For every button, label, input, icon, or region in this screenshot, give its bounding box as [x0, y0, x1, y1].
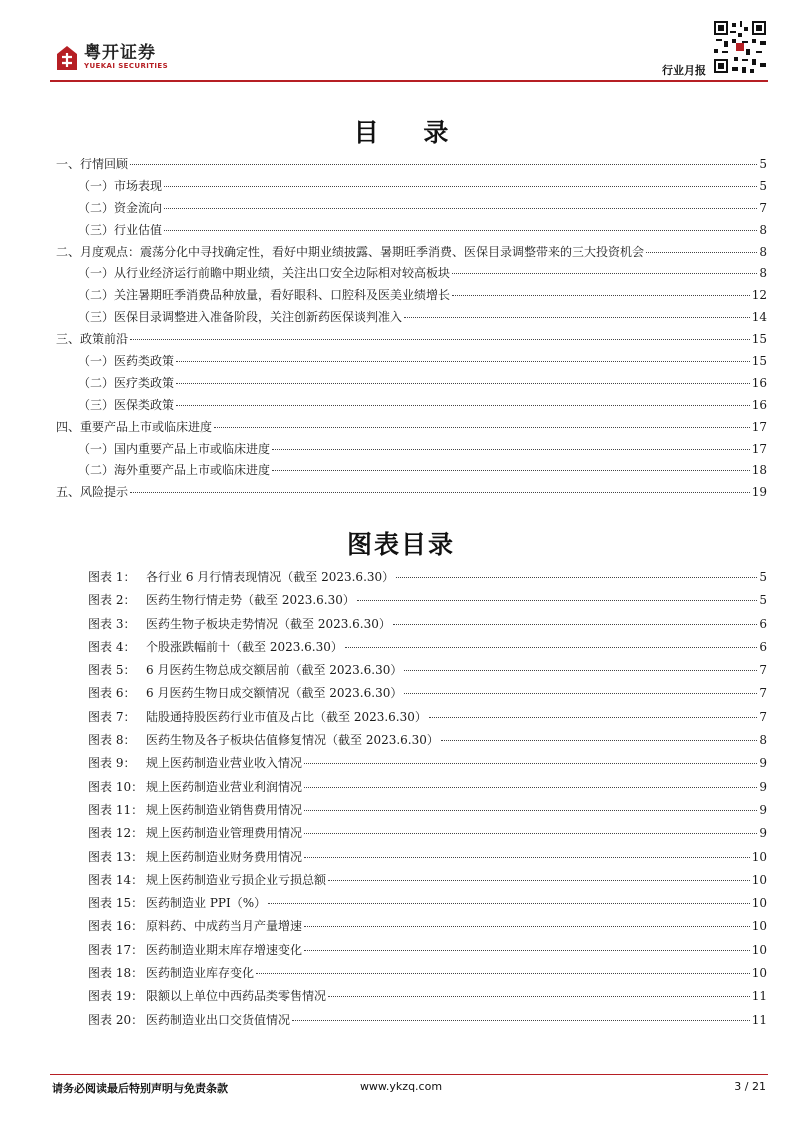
toc-entry-text: （二）海外重要产品上市或临床进度 — [78, 463, 271, 478]
toc-entry[interactable] — [56, 374, 767, 396]
figure-leader — [441, 740, 757, 741]
figure-entry[interactable] — [88, 964, 767, 987]
figure-label: 图表 7： — [88, 709, 136, 724]
brand-name-cn: 粤开证券 — [84, 43, 156, 63]
toc-entry-page: 18 — [751, 463, 767, 478]
figure-label: 图表 9： — [88, 756, 136, 771]
toc-entry[interactable] — [56, 286, 767, 308]
toc-entry-page: 5 — [759, 178, 767, 193]
toc-entry-page: 16 — [751, 375, 767, 390]
figure-label: 图表 2： — [88, 593, 136, 608]
figure-entry[interactable] — [88, 684, 767, 707]
toc-entry-text: 一、行情回顾 — [56, 157, 129, 171]
toc-entry[interactable] — [56, 440, 767, 462]
figure-page: 8 — [759, 733, 767, 748]
toc-entry[interactable] — [56, 243, 767, 265]
figure-label: 图表 18： — [88, 966, 144, 981]
figure-entry[interactable] — [88, 754, 767, 777]
toc-entry-page: 7 — [759, 200, 767, 215]
toc-entry-text: （一）医药类政策 — [78, 354, 175, 369]
toc-entry[interactable] — [56, 418, 767, 440]
footer-disclaimer: 请务必阅读最后特别声明与免责条款 — [52, 1082, 228, 1095]
toc-list — [56, 155, 767, 505]
figure-title: 规上医药制造业销售费用情况 — [146, 802, 303, 817]
figure-page: 10 — [751, 919, 767, 934]
figure-label: 图表 17： — [88, 942, 144, 957]
figure-page: 11 — [751, 1012, 767, 1027]
figure-leader — [304, 763, 757, 764]
figure-title: 医药制造业期末库存增速变化 — [146, 942, 303, 957]
figure-entry[interactable] — [88, 731, 767, 754]
figure-page: 10 — [751, 896, 767, 911]
toc-leader — [164, 208, 757, 209]
figure-title: 规上医药制造业营业利润情况 — [146, 779, 303, 794]
figure-leader — [404, 670, 757, 671]
toc-entry-text: （三）医保类政策 — [78, 397, 175, 412]
toc-entry-text: 五、风险提示 — [56, 485, 129, 500]
figure-label: 图表 16： — [88, 919, 144, 934]
figure-entry[interactable] — [88, 615, 767, 638]
figure-leader — [304, 833, 757, 834]
page-header — [0, 0, 802, 80]
yuekai-logo-icon — [55, 45, 79, 71]
figure-label: 图表 15： — [88, 896, 144, 911]
footer-url[interactable]: www.ykzq.com — [359, 1080, 443, 1093]
figure-entry[interactable] — [88, 638, 767, 661]
figure-title: 限额以上单位中西药品类零售情况 — [146, 989, 327, 1004]
figure-entry[interactable] — [88, 591, 767, 614]
toc-entry-page: 15 — [751, 354, 767, 369]
toc-entry-page: 17 — [751, 419, 767, 434]
toc-entry-text: （二）资金流向 — [78, 200, 163, 215]
toc-leader — [404, 317, 750, 318]
toc-entry-page: 17 — [751, 441, 767, 456]
figure-page: 6 — [759, 639, 767, 654]
figure-leader — [304, 950, 750, 951]
toc-leader — [272, 449, 750, 450]
figure-entry[interactable] — [88, 848, 767, 871]
figure-title: 医药制造业出口交货值情况 — [146, 1012, 291, 1027]
toc-entry-text: （一）市场表现 — [78, 178, 163, 193]
toc-leader — [646, 252, 757, 253]
figure-leader — [292, 1020, 750, 1021]
figure-page: 10 — [751, 966, 767, 981]
figure-title: 医药生物及各子板块估值修复情况（截至 2023.6.30） — [146, 733, 439, 748]
figure-title: 医药生物行情走势（截至 2023.6.30） — [146, 593, 355, 608]
figure-leader — [393, 624, 757, 625]
figure-entry[interactable] — [88, 871, 767, 894]
figure-page: 10 — [751, 849, 767, 864]
toc-entry-page: 12 — [751, 288, 767, 303]
report-type-label: 行业月报 — [662, 64, 706, 77]
figure-title: 规上医药制造业亏损企业亏损总额 — [146, 872, 327, 887]
toc-leader — [164, 230, 757, 231]
toc-leader — [130, 339, 750, 340]
toc-entry[interactable] — [56, 155, 767, 177]
figure-list — [88, 568, 767, 1034]
toc-entry-text: （一）从行业经济运行前瞻中期业绩，关注出口安全边际相对较高板块 — [78, 266, 451, 281]
figure-entry[interactable] — [88, 801, 767, 824]
toc-entry[interactable] — [56, 352, 767, 374]
figure-leader — [304, 810, 757, 811]
figure-entry[interactable] — [88, 1011, 767, 1034]
footer-page-number: 3 / 21 — [734, 1080, 766, 1093]
toc-entry[interactable] — [56, 330, 767, 352]
figure-title: 医药制造业库存变化 — [146, 966, 255, 981]
figure-label: 图表 6： — [88, 686, 136, 701]
figure-leader — [328, 996, 750, 997]
figure-label: 图表 11： — [88, 802, 144, 817]
qr-code-icon — [712, 19, 768, 75]
figure-leader — [404, 693, 757, 694]
figure-label: 图表 3： — [88, 616, 136, 631]
figure-leader — [345, 647, 757, 648]
figure-leader — [328, 880, 750, 881]
figure-label: 图表 5： — [88, 663, 136, 678]
figure-title: 各行业 6 月行情表现情况（截至 2023.6.30） — [146, 570, 395, 584]
toc-entry-text: 四、重要产品上市或临床进度 — [56, 419, 213, 434]
figure-entry[interactable] — [88, 917, 767, 940]
toc-entry[interactable] — [56, 461, 767, 483]
toc-entry-page: 5 — [759, 157, 767, 171]
figure-leader — [268, 903, 750, 904]
figure-page: 10 — [751, 872, 767, 887]
figure-page: 6 — [759, 616, 767, 631]
figure-title: 陆股通持股医药行业市值及占比（截至 2023.6.30） — [146, 709, 427, 724]
figure-leader — [304, 787, 757, 788]
figure-page: 11 — [751, 989, 767, 1004]
footer-divider — [50, 1074, 768, 1075]
toc-leader — [130, 492, 750, 493]
figure-label: 图表 1： — [88, 570, 136, 584]
toc-leader — [176, 383, 750, 384]
figure-label: 图表 19： — [88, 989, 144, 1004]
toc-entry[interactable] — [56, 264, 767, 286]
figure-label: 图表 10： — [88, 779, 144, 794]
figure-page: 10 — [751, 942, 767, 957]
toc-entry-page: 8 — [759, 266, 767, 281]
toc-entry-text: （三）行业估值 — [78, 222, 163, 237]
figure-entry[interactable] — [88, 778, 767, 801]
figure-entry[interactable] — [88, 824, 767, 847]
figure-title: 6 月医药生物总成交额居前（截至 2023.6.30） — [146, 663, 403, 678]
figure-page: 9 — [759, 779, 767, 794]
toc-entry[interactable] — [56, 199, 767, 221]
figure-page: 5 — [759, 593, 767, 608]
figure-title: 6 月医药生物日成交额情况（截至 2023.6.30） — [146, 686, 403, 701]
figure-page: 9 — [759, 802, 767, 817]
figure-entry[interactable] — [88, 894, 767, 917]
toc-entry-text: （二）关注暑期旺季消费品种放量，看好眼科、口腔科及医美业绩增长 — [78, 288, 451, 303]
figure-label: 图表 14： — [88, 872, 144, 887]
toc-title: 目 录 — [353, 118, 467, 147]
toc-entry-text: （三）医保目录调整进入准备阶段，关注创新药医保谈判准入 — [78, 310, 403, 325]
figure-leader — [256, 973, 750, 974]
toc-entry[interactable] — [56, 308, 767, 330]
toc-leader — [176, 405, 750, 406]
toc-entry[interactable] — [56, 177, 767, 199]
figure-entry[interactable] — [88, 661, 767, 684]
figure-entry[interactable] — [88, 941, 767, 964]
figure-page: 7 — [759, 663, 767, 678]
figure-title: 规上医药制造业管理费用情况 — [146, 826, 303, 841]
toc-entry-page: 19 — [751, 485, 767, 500]
figure-title: 个股涨跌幅前十（截至 2023.6.30） — [146, 639, 343, 654]
toc-entry-text: 三、政策前沿 — [56, 332, 129, 347]
figure-title: 医药制造业 PPI（%） — [146, 896, 267, 911]
toc-leader — [214, 427, 750, 428]
figure-label: 图表 20： — [88, 1012, 144, 1027]
figure-label: 图表 4： — [88, 639, 136, 654]
figure-label: 图表 13： — [88, 849, 144, 864]
figure-leader — [304, 857, 750, 858]
brand-logo — [55, 44, 168, 71]
figure-leader — [304, 926, 750, 927]
figure-list-title: 图表目录 — [346, 530, 455, 559]
figure-page: 9 — [759, 826, 767, 841]
toc-entry[interactable] — [56, 221, 767, 243]
toc-leader — [176, 361, 750, 362]
figure-title: 规上医药制造业财务费用情况 — [146, 849, 303, 864]
figure-leader — [357, 600, 757, 601]
brand-name-en: YUEKAI SECURITIES — [84, 62, 169, 70]
figure-label: 图表 12： — [88, 826, 144, 841]
figure-page: 7 — [759, 686, 767, 701]
figure-entry[interactable] — [88, 987, 767, 1010]
figure-leader — [429, 717, 757, 718]
toc-entry-text: 二、月度观点：震荡分化中寻找确定性，看好中期业绩披露、暑期旺季消费、医保目录调整带来的三大投资机会 — [56, 244, 645, 259]
header-divider — [50, 80, 768, 82]
toc-entry[interactable] — [56, 396, 767, 418]
figure-title: 规上医药制造业营业收入情况 — [146, 756, 303, 771]
figure-entry[interactable] — [88, 708, 767, 731]
toc-entry-page: 14 — [751, 310, 767, 325]
toc-entry-page: 16 — [751, 397, 767, 412]
toc-leader — [272, 470, 750, 471]
figure-title: 原料药、中成药当月产量增速 — [146, 919, 303, 934]
figure-page: 5 — [759, 570, 767, 584]
toc-entry-page: 15 — [751, 332, 767, 347]
toc-leader — [452, 273, 757, 274]
figure-title: 医药生物子板块走势情况（截至 2023.6.30） — [146, 616, 391, 631]
toc-leader — [452, 295, 750, 296]
figure-page: 9 — [759, 756, 767, 771]
toc-entry-text: （一）国内重要产品上市或临床进度 — [78, 441, 271, 456]
toc-entry[interactable] — [56, 483, 767, 505]
toc-leader — [130, 164, 757, 165]
figure-page: 7 — [759, 709, 767, 724]
toc-entry-text: （二）医疗类政策 — [78, 375, 175, 390]
toc-entry-page: 8 — [759, 244, 767, 259]
toc-entry-page: 8 — [759, 222, 767, 237]
toc-leader — [164, 186, 757, 187]
figure-label: 图表 8： — [88, 733, 136, 748]
figure-leader — [396, 577, 757, 578]
figure-entry[interactable] — [88, 568, 767, 591]
